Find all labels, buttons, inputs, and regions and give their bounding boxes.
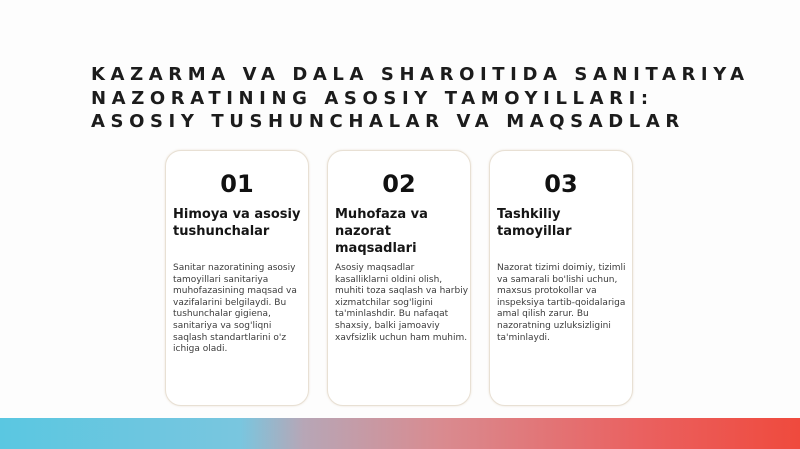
slide-title-line-1: KAZARMA VA DALA SHAROITIDA SANITARIYA bbox=[91, 64, 750, 85]
principle-card-03 bbox=[489, 150, 633, 406]
slide-title-line-2: NAZORATINING ASOSIY TAMOYILLARI: bbox=[91, 87, 654, 109]
card-number: 01 bbox=[220, 170, 254, 198]
card-number: 02 bbox=[382, 170, 416, 198]
card-heading: Tashkiliy tamoyillar bbox=[497, 207, 572, 239]
slide-title bbox=[91, 63, 781, 134]
card-heading: Himoya va asosiy tushunchalar bbox=[173, 207, 301, 239]
bottom-gradient-bar bbox=[0, 418, 800, 449]
card-body-text: Sanitar nazoratining asosiy tamoyillari sanitariya muhofazasining maqsad va vazifalarini belgilaydi. Bu tushunchalar gigiena, sanitariya va sog'liqni saqlash standartlarini o'z ichiga oladi. bbox=[173, 263, 297, 355]
card-heading: Muhofaza va nazorat maqsadlari bbox=[335, 207, 428, 256]
principle-card-01 bbox=[165, 150, 309, 406]
card-body-text: Nazorat tizimi doimiy, tizimli va samarali bo'lishi uchun, maxsus protokollar va inspeksiya tartib-qoidalariga amal qilish zarur. Bu nazoratning uzluksizligini ta'minlaydi. bbox=[497, 263, 626, 343]
slide-title-line-3: ASOSIY TUSHUNCHALAR VA MAQSADLAR bbox=[91, 111, 685, 132]
card-number: 03 bbox=[544, 170, 578, 198]
principle-card-02 bbox=[327, 150, 471, 406]
card-body-text: Asosiy maqsadlar kasalliklarni oldini olish, muhiti toza saqlash va harbiy xizmatchilar sog'ligini ta'minlashdir. Bu nafaqat shaxsiy, balki jamoaviy xavfsizlik uchun ham muhim. bbox=[335, 263, 469, 343]
